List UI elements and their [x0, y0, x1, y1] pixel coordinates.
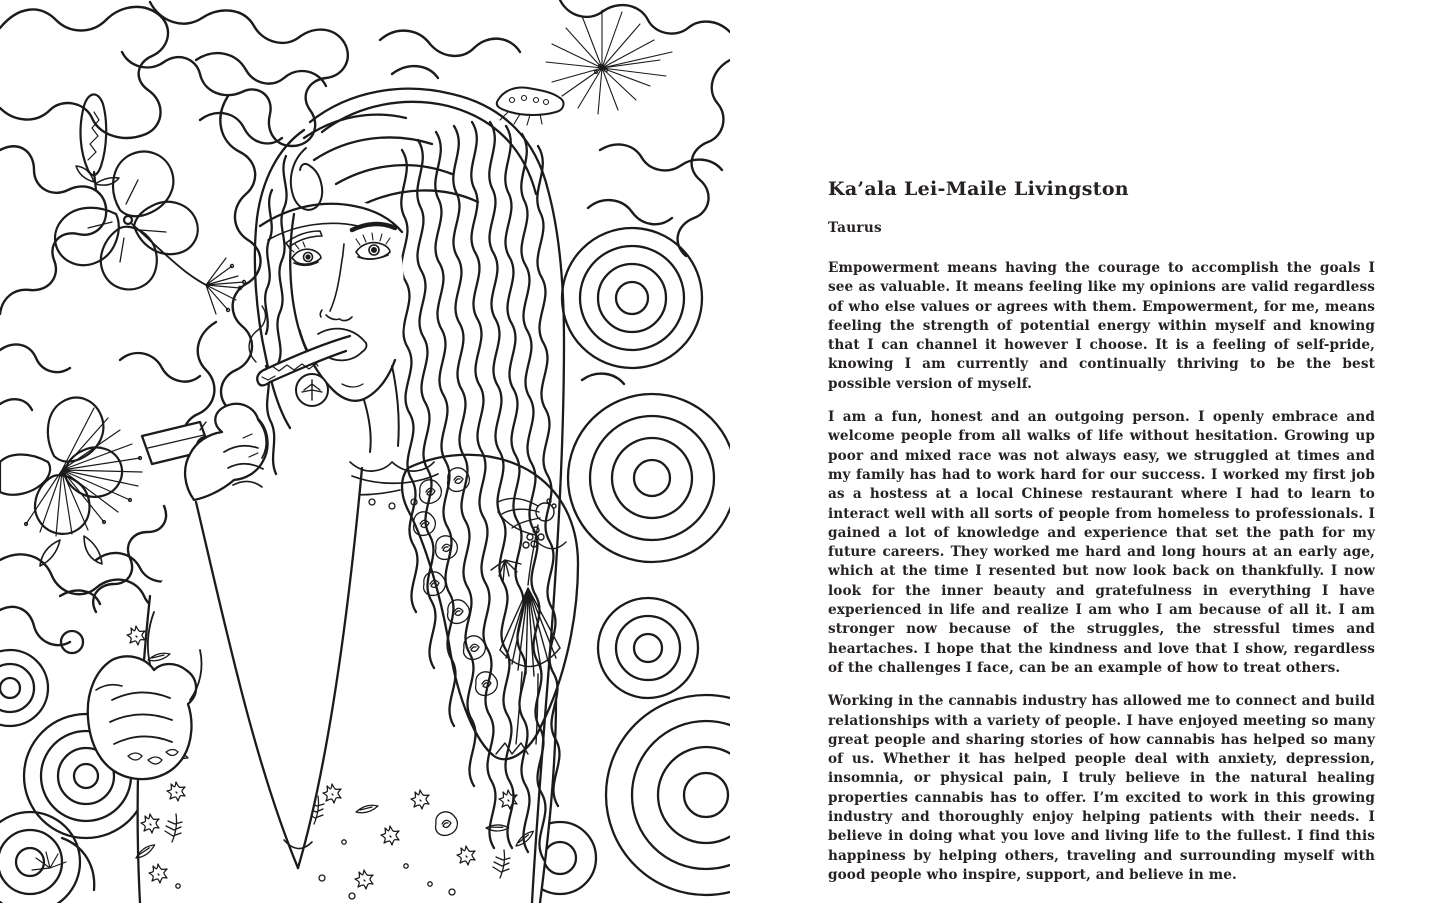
bio-paragraphs: [828, 259, 1375, 885]
hibiscus-flower-top: [55, 94, 246, 314]
gripping-hand: [185, 404, 268, 500]
bio-paragraph: Empowerment means having the courage to accomplish the goals I see as valuable. It means feeling like my opinions are valid regardless of who else values or agrees with them. Empowerment, for me, means feeling the strength of potential energy within myself and knowing that I can channel it however I choose. It is a feeling of self-pride, knowing I am currently and continually thriving to be the best possible version of myself.: [828, 260, 1375, 392]
stamen-starburst: [497, 10, 672, 125]
page-title: Ka’ala Lei-Maile Livingston: [828, 178, 1129, 200]
hibiscus-flower-left: [0, 398, 142, 566]
leaf-pendant: [296, 374, 328, 406]
bio-paragraph: Working in the cannabis industry has allowed me to connect and build relationships with a variety of people. I have enjoyed meeting so many great people and sharing stories of how cannabis has helped so many of us. Whether it has helped people deal with anxiety, depression, insomnia, or physical pain, I truly believe in the natural healing properties cannabis has to offer. I’m excited to work in this growing industry and thoroughly enjoy helping patients with their needs. I believe in doing what you love and living life to the fullest. I find this happiness by helping others, traveling and surrounding myself with good people who inspire, support, and believe in me.: [828, 693, 1375, 883]
zodiac-label: Taurus: [828, 220, 883, 236]
bio-text-page: [828, 178, 1375, 885]
bio-paragraph: I am a fun, honest and an outgoing person. I openly embrace and welcome people from all walks of life without hesitation. Growing up poor and mixed race was not always easy, we struggled at times and my family has had to work hard for our success. I worked my first job as a hostess at a local Chinese restaurant where I had to learn to interact well with all sorts of people from homeless to professionals. I gained a lot of knowledge and experience that set the path for my future careers. They worked me hard and long hours at an early age, which at the time I resented but now look back on thankfully. I now look for the inner beauty and gratefulness in everything I have experienced in life and realize I am who I am because of all it. I am stronger now because of the struggles, the stressful times and heartaches. I hope that the kindness and love that I show, regardless of the challenges I face, can be an example of how to treat others.: [828, 409, 1375, 676]
